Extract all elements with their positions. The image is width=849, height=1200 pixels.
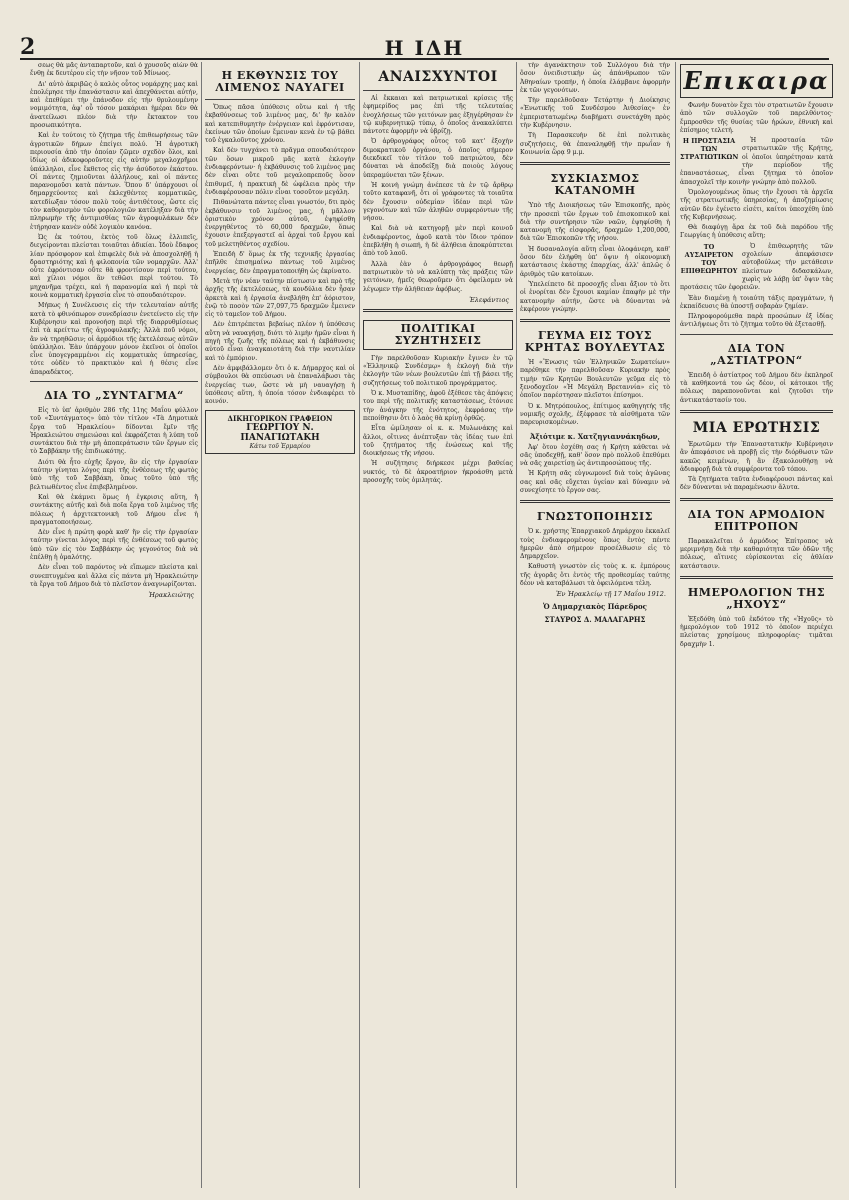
- article-signature: Ἡρακλειώτης: [148, 591, 194, 600]
- article-paragraph: Ἡ δυσαναλογία αὕτη εἶναι ὁλοφάνερη, καθ' ὅσον δὲν ἐλήφθη ὑπ' ὄψιν ἡ οἰκονομικὴ κατάστασις ἑκάστης ἐπαρχίας, ἀλλ' ἁπλῶς ὁ ἀριθμὸς τῶν κατοίκων.: [520, 245, 670, 278]
- calendar-heading: ΗΜΕΡΟΛΟΓΙΟΝ ΤΗΣ „ΗΧΟΥΣ“: [687, 585, 826, 611]
- address-salutation: Ἀξιότιμε κ. Χατζηγιαννάκηδων,: [530, 431, 660, 441]
- article-paragraph: Ἐπειδὴ ὁ ἀστίατρος τοῦ Δήμου δὲν ἐκπληροῖ τὰ καθήκοντά του ὡς δέον, οἱ κάτοικοι τῆς πόλεως παραπονοῦνται καὶ ζητοῦσι τὴν ἀντικατάστασίν του.: [680, 371, 833, 404]
- article-paragraph: Φωνὴν δυνατὸν ἔχει τὸν στρατιωτῶν ἔχουσιν ἀπὸ τῶν συλλογῶν τοῦ παρελθόντος· ἔμπροσθεν τῆς θυσίας τῶν ἡρώων, ἐθνικὴ καὶ ἐπίσημος τελετή.: [680, 102, 833, 134]
- soldiers-heading: Η ΠΡΟΣΤΑΣΙΑ ΤΩΝ ΣΤΡΑΤΙΩΤΙΚΩΝ: [680, 137, 739, 162]
- mayor-name: ΣΤΑΥΡΟΣ Δ. ΜΑΛΑΓΑΡΗΣ: [544, 615, 646, 625]
- divider: [30, 381, 198, 382]
- article-paragraph: Τὰ ζητήματα ταῦτα ἐνδιαφέρουσι πάντας καὶ δὲν δύνανται νὰ παραμένωσιν ἄλυτα.: [680, 476, 833, 492]
- ad-title: ΔΙΚΗΓΟΡΙΚΟΝ ΓΡΑΦΕΙΟΝ: [227, 414, 333, 424]
- column-rule: [359, 62, 360, 1188]
- divider: [520, 162, 670, 165]
- article-paragraph: Γὴν παρελθοῦσαν Κυριακὴν ἔγινεν ἐν τῷ «Ἑλληνικῷ Συνδέσμῳ» ἡ ἐκλογὴ διὰ τὴν ἐκλογὴν τῶν νέων βουλευτῶν ἐπὶ τῇ βάσει τῆς συζητήσεως τοῦ πολιτικοῦ προγράμματος.: [363, 354, 513, 387]
- article-paragraph: Ὑπὸ τῆς Διοικήσεως τῶν Ἐπισκοπῆς, πρὸς τὴν προσεπὶ τῶν ἔργων τοῦ ἐπισκοπικοῦ καὶ διὰ τὴν συντήρησιν τῶν ναῶν, ἐψηφίσθη ἡ κατανομὴ τῆς εἰσφορᾶς, δραχμῶν 1,200,000, διὰ τῶν Ἐπισκοπῶν τῆς νήσου.: [520, 202, 670, 243]
- article-paragraph: Καὶ ἐν τούτοις τὸ ζήτημα τῆς ἐπιθεωρήσεως τῶν ἀγροτικῶν δήμων ἐπείγει πολύ. Ἡ ἀγροτικὴ περιουσία ἀπὸ τὴν ὁποίαν ζῶμεν σχεδὸν ὅλοι, καὶ ἰδίως οἱ ἀδικοφοροῦντες εἰς αὐτὴν μεγαλοχρῆμοι ὑπάλληλοι, εἶνε ἔκθετος εἰς τὴν ἀσύδοτον ἐκάστου. Οἱ πάντες ζημιοῦνται ἀλλήλους, καὶ οἱ πάντες παρανομοῦσι κατὰ πάντων. Ὅπου δ' ὑπάρχουσι οἱ δημαρχεύοντες καὶ ἐκλεχθέντες κομματικῶς, κατεδίωξαν τόσον πολὺ τοὺς ἀντιθέτους, ὥστε εἰς τὸν καθορισμὸν τῶν φορολογιῶν κατέληξαν διὰ τὴν πληρωμὴν τῆς ἀντιμισθίας τῶν ἀγροφυλάκων δὲν ἐτήρησαν κανὲν οὐδὲ λογικὸν κανόνα.: [30, 132, 198, 231]
- article-paragraph: τὴν ἀγανάκτησιν τοῦ Συλλόγου διὰ τὴν ὅσον ὀνειδιστικὴν ὡς ἀπάνθρωπον τῶν Ἀθηναίων τροπήν, ἡ ὁποία ἐλάμβανε ἀφορμὴν ἐκ τῶν γεγονότων.: [520, 62, 670, 94]
- article-paragraph: Αἱ ἔκκαιαι καὶ πατριωτικαὶ κρίσεις τῆς ἐφημερίδος μας ἐπὶ τῆς τελευταίας ἐνοχλήσεως τῶν γειτόνων μας ἐξηγέρθησαν ἐν τῷ κυβερνητικῷ τύπῳ, ὁ ὁποῖος ἀνακαλύπτει πάντοτε ἀφορμὴν νὰ ὑβρίζῃ.: [363, 95, 513, 136]
- article-paragraph: Ὁ κ. χρήστης Ἐπαρχιακοῦ Δημάρχου ἐκκαλεῖ τοὺς ἐνδιαφερομένους ὅπως ἐντὸς πέντε ἡμερῶν ἀπὸ σήμερον προσέλθωσιν εἰς τὸ Δημαρχεῖον.: [520, 528, 670, 561]
- article-paragraph: Καθυστὴ γνωστὸν εἰς τοὺς κ. κ. ἐμπόρους τῆς ἀγορᾶς ὅτι ἐντὸς τῆς προθεσμίας ταύτης δέον νὰ καταβάλωσι τὰ ὀφειλόμενα τέλη.: [520, 563, 670, 588]
- article-paragraph: Ὡς ἐκ τούτου, ἐκτὸς τοῦ ὅλως ἐλλιπεῖς, διεγείρονται πλείσται τοιαῦται ἀδικίαι. Ἰδοὺ ἔδαφος λίαν πρόσφορον καὶ ἐπιφελὲς διὰ νὰ ἀποσχοληθῇ ἡ δραστηριότης καὶ ἡ φιλοπονία τῶν νομαρχῶν. Ἀλλ' οὗτε ἐφρόντισαν οὔτε θὰ φροντίσουν περὶ τούτου, καὶ χίλιοι νόμοι ἂν τεθῶσι περὶ τούτου. Τὸ μηχανῆμα τρέχει, καὶ ἡ παρανομία καὶ ἡ περὶ τὰ κοινὰ κομματικὴ ἐργασία εἶνε τὸ σπουδαιότερον.: [30, 233, 198, 300]
- notice-date: Ἐν Ἡρακλείῳ τῇ 17 Μαΐου 1912.: [555, 590, 666, 599]
- anaischyntoi-heading: ΑΝΑΙΣΧΥΝΤΟΙ: [378, 69, 498, 85]
- article-paragraph: Ὁ κ. Μητρόπουλος, ἐπίτιμος καθηγητής τῆς νομικῆς σχολῆς, ἐξέφρασε τὰ αἰσθήματα τῶν παρευρισκομένων.: [520, 402, 670, 427]
- distribution-heading: ΣΥΣΚΙΑΣΜΟΣ ΚΑΤΑΝΟΜΗ: [550, 172, 640, 198]
- article-paragraph: Εἶτα ὡμίλησαν οἱ κ. κ. Μυλωνάκης καὶ ἄλλοι, οἵτινες ἀνέπτυξαν τὰς ἰδέας των ἐπὶ τοῦ ζητήματος τῆς ἐνώσεως καὶ τῆς διοικήσεως τῆς νήσου.: [363, 425, 513, 458]
- divider: [680, 334, 833, 335]
- article-paragraph: Ἡ συζήτησις διήρκεσε μέχρι βαθείας νυκτός, τὸ δὲ ἀκροατήριον ἠκροάσθη μετὰ προσοχῆς τοὺς ὁμιλητάς.: [363, 460, 513, 484]
- article-paragraph: Δὲν εἶναι τοῦ παρόντος νὰ εἴπωμεν πλείστα καὶ συνεπτυγμένα καὶ ἄλλα εἰς πάντα μὴ Ἡρακλειώτην τὰ ἔργα τοῦ Δήμου διὰ τὸ πλεῖστον ἀναγνωρίζονται.: [30, 564, 198, 588]
- article-paragraph: Τὴ Παρασκευὴν δὲ ἐπὶ πολιτικὰς συζητήσεις, θὰ ἐπαναληφθῇ τὴν πρωΐαν ἡ Κοινωνία ὥρᾳ 9 μ.μ.: [520, 132, 670, 156]
- article-paragraph: Πληροφορούμεθα παρὰ προσώπων ἐξ ἰδίας ἀντιλήψεως ὅτι τὸ ζήτημα τοῦτο θὰ ἐξετασθῇ.: [680, 313, 833, 329]
- notice-heading: ΓΝΩΣΤΟΠΟΙΗΣΙΣ: [537, 510, 653, 524]
- divider: [520, 319, 670, 322]
- divider: [363, 309, 513, 312]
- law-office-advertisement: [205, 410, 355, 454]
- article-paragraph: σεως θὰ μᾶς ἀνταπαρτοῦν, καὶ ὁ χρυσοῦς αἰὼν θὰ ἔνθῃ ἐκ δευτέρου εἰς τὴν νῆσον τοῦ Μίνωος.: [30, 62, 198, 78]
- article-paragraph: Καὶ θὰ ἐκάμνει ὅμως ἡ ἐγκρισις αὕτη, ἢ συντάκτης αὐτῆς καὶ διὰ ποῖα ἔργα τοῦ λιμένος τῆς πόλεως ἡ ἀρχιτεκτονικὴ τοῦ Δήμου εἶνε ἡ πραγματοποιήσεως.: [30, 493, 198, 526]
- article-paragraph: Ὁ ἐπιθεωρητὴς τῶν σχολείων ἀπεφάσισεν αὐτοβούλως τὴν μετάθεσιν πλείστων διδασκάλων, χωρὶς νὰ λάβῃ ὑπ' ὄψιν τὰς προτάσεις τῶν ἐφορειῶν.: [680, 242, 833, 292]
- article-paragraph: Ὁ κ. Μυσταπίδης, ἀφοῦ ἐξέθεσε τὰς ἀπόψεις του περὶ τῆς πολιτικῆς καταστάσεως, ἐτόνισε τὴν ἀνάγκην τῆς ἑνότητος, ἐκφράσας τὴν πεποίθησιν ὅτι ὁ λαὸς θὰ κρίνῃ ὀρθῶς.: [363, 390, 513, 422]
- article-paragraph: Ὁμολογουμένως ὅπως τὴν ἔχουσι τὰ ἀρχεῖα τῆς στρατιωτικῆς ὑπηρεσίας, ἡ ἀποζημίωσις αὐτῶν δὲν ἐγένετο εἰσέτι, καίτοι ὑπεσχέθη ὑπὸ τῆς Κυβερνήσεως.: [680, 188, 833, 221]
- column-3: [363, 62, 513, 1192]
- column-2: [205, 62, 355, 1192]
- article-paragraph: Ὑπελείπετο δὲ προσοχῆς εἶναι ἄξιον τὸ ὅτι οἱ ἐνορίται δὲν ἔχουσι καμίαν ἐπαφὴν μὲ τὴν κατανομὴν αὐτήν, ὥστε νὰ δύνανται νὰ ἐκφέρουν γνώμην.: [520, 280, 670, 313]
- politics-heading: ΠΟΛΙΤΙΚΑΙ ΣΥΖΗΤΗΣΕΙΣ: [363, 320, 513, 350]
- article-signature: Ἐλεφάντιος: [469, 295, 509, 304]
- harbor-article-heading: Η ΕΚΘΥΝΣΙΣ ΤΟΥ ΛΙΜΕΝΟΣ ΝΑΥΑΓΕΙ: [215, 69, 345, 94]
- divider: [363, 90, 513, 91]
- article-paragraph: Ἡ προστασία τῶν στρατιωτικῶν τῆς Κρήτης, οἱ ὁποῖοι ὑπηρέτησαν κατὰ τὴν περίοδον τῆς ἐπαναστάσεως, εἶναι ζήτημα τὸ ὁποῖον ἀπασχολεῖ τὴν κοινὴν γνώμην ἀπὸ πολλοῦ.: [680, 137, 833, 186]
- divider: [680, 498, 833, 501]
- article-paragraph: Ἡ «Ἕνωσις τῶν Ἑλληνικῶν Σωματείων» παρέθηκε τὴν παρελθοῦσαν Κυριακὴν πρὸς τιμὴν τῶν Κρητῶν Βουλευτῶν γεῦμα εἰς τὸ ξενοδοχεῖον «Ἡ Μεγάλη Βρεταννία» εἰς τὸ ὁποῖον παρέστησαν πλεῖστοι ἐπίσημοι.: [520, 359, 670, 400]
- article-paragraph: Δὲν ἐπιτρέπεται βεβαίως πλέον ἡ ὑπόθεσις αὕτη νὰ ναυαγήσῃ, διότι τὸ λιμὴν ἡμῶν εἶναι ἡ πηγὴ τῆς ζωῆς τῆς πόλεως καὶ ἡ ἐκβάθυνσις αὐτοῦ εἶναι ἀναγκαιοτάτη διὰ τὴν ναυτιλίαν καὶ τὸ ἐμπόριον.: [205, 321, 355, 362]
- newspaper-title: Η ΙΔΗ: [384, 36, 465, 60]
- city-doctor-heading: ΔΙΑ ΤΟΝ „ΑΣΤΙΑΤΡΟΝ“: [710, 341, 803, 367]
- question-heading: ΜΙΑ ΕΡΩΤΗΣΙΣ: [692, 419, 821, 436]
- column-4: [520, 62, 670, 1192]
- page-number: 2: [20, 34, 36, 60]
- article-paragraph: Παρακαλεῖται ὁ ἁρμόδιος Ἐπίτροπος νὰ μεριμνήσῃ διὰ τὴν καθαριότητα τῶν ὁδῶν τῆς πόλεως, αἵτινες εὑρίσκονται εἰς ἀθλίαν κατάστασιν.: [680, 537, 833, 570]
- article-paragraph: Ἐρωτῶμεν τὴν Ἐπαναστατικὴν Κυβέρνησιν ἂν ἀπεφάσισε νὰ προβῇ εἰς τὴν διόρθωσιν τῶν κακῶς κειμένων, ἢ ἂν ἐξακολουθήσῃ νὰ ἀδιαφορῇ διὰ τὰ συμφέροντα τοῦ τόπου.: [680, 440, 833, 473]
- article-paragraph: Δι' αὐτὸ ἀκριβῶς ὁ καλὸς οὗτος νομάρχης μας καὶ ἐπολέμησε τὴν ἐπανάστασιν καὶ ἀπεχθάνεται αὐτήν, καὶ ἐπεθύμει τὴν ἐπάνοδον εἰς τὴν θρυλουμένην νομιμότητα, ἀφ' οὗ τόσον μακάριαι ἡμέραι δὲν θὰ ἀνατείλωσι πλέον διὰ τὴν ἔκτακτον του προσωπικότητα.: [30, 80, 198, 130]
- article-paragraph: Ἡ Κρήτη σᾶς εὐγνωμονεῖ διὰ τοὺς ἀγῶνας σας καὶ σᾶς εὔχεται ὑγείαν καὶ δύναμιν νὰ συνεχίσητε τὸ ἔργον σας.: [520, 470, 670, 494]
- ad-address: Κάτω τοῦ Ἑρμαρίου: [249, 443, 311, 451]
- mayor-title: Ὁ Δημαρχιακὸς Πάρεδρος: [543, 602, 647, 612]
- article-paragraph: Θὰ διαφύγῃ ἄρα ἐκ τοῦ διὰ παρόδου τῆς Γεωργίας ἡ ὑπόθεσις αὕτη;: [680, 224, 833, 240]
- article-paragraph: Ἀλλὰ ἐὰν ὁ ἀρθρογράφος θεωρῇ πατριωτικὸν τὸ νὰ καλύπτῃ τὰς πράξεις τῶν γειτόνων, ἡμεῖς θεωροῦμεν ὅτι ὀφείλομεν νὰ λέγωμεν τὴν ἀλήθειαν ἀφόβως.: [363, 260, 513, 293]
- article-paragraph: Ἐὰν διαμένῃ ἡ τοιαύτη τάξις πραγμάτων, ἡ ἐκπαίδευσις θὰ ὑποστῇ σοβαρὰν ζημίαν.: [680, 294, 833, 310]
- column-rule: [675, 62, 676, 1188]
- article-paragraph: Ἀφ' ὅτου ἐσχέθη σας ἡ Κρήτη κάθεται νὰ σᾶς ὑποδεχθῇ, καθ' ὅσον πρὸ πολλοῦ ἐπεθύμει νὰ σᾶς χαιρετίσῃ ὡς ἀντιπροσώπους τῆς.: [520, 443, 670, 468]
- epikaira-masthead: Επικαιρα: [680, 64, 833, 98]
- article-paragraph: Καὶ διὰ νὰ κατηγορῇ μὲν περὶ κοινοῦ ἐνδιαφέροντος, ἀφοῦ κατὰ τὸν ἴδιον τρόπον ἐπεβλήθη ἡ σιωπή, ἡ δὲ ἀλήθεια ἀποκρύπτεται ἀπὸ τοῦ λαοῦ.: [363, 225, 513, 258]
- article-paragraph: Ἐξεδόθη ὑπὸ τοῦ ἐκδότου τῆς «Ἠχοῦς» τὸ ἡμερολόγιον τοῦ 1912 τὸ ὁποῖον περιέχει πλείστας χρησίμους πληροφορίας· τιμᾶται δραχμὴν 1.: [680, 615, 833, 648]
- syntagma-heading: ΔΙΑ ΤΟ „ΣΥΝΤΑΓΜΑ“: [44, 388, 184, 402]
- ad-name: ΓΕΩΡΓΙΟΥ Ν. ΠΑΝΑΓΙΩΤΑΚΗ: [240, 423, 320, 444]
- divider: [680, 576, 833, 579]
- article-paragraph: Ὅπως πᾶσα ὑπόθεσις οὕτω καὶ ἡ τῆς ἐκβαθύνσεως τοῦ λιμένος μας, δι' ἣν καλὸν καὶ κατεπιθυμητὴν ἐνέργειαν καὶ ἐφρόντισαν, ἐκείνων τῶν ὁποίων ἔμειναν κενὰ ἐν τῷ βάθει τοῦ ἐγκαλοῦντος χρόνου.: [205, 104, 355, 145]
- divider: [680, 410, 833, 413]
- masthead: [20, 34, 829, 60]
- inspector-heading: ΤΟ ΑΥΣΑΙΡΕΤΟΝ ΤΟΥ ΕΠΙΘΕΩΡΗΤΟΥ: [680, 242, 738, 275]
- column-1: [30, 62, 198, 1192]
- column-rule: [516, 62, 517, 1188]
- dinner-heading: ΓΕΥΜΑ ΕΙΣ ΤΟΥΣ ΚΡΗΤΑΣ ΒΟΥΛΕΥΤΑΣ: [524, 329, 666, 355]
- article-paragraph: Μήπως ἡ Συνέλευσις εἰς τὴν τελευταίαν αὐτῆς κατὰ τὸ φθινόπωρον συνεδρίασιν ἐνετείνετο εἰς τὴν Κυβέρνησιν καὶ προνοήσῃ περὶ τῆς διαρρυθμίσεως ἐπὶ τὰ κρείττω τῆς ἀγροφυλακῆς; Ἀλλὰ ποῦ νόμοι, ἂν νὰ τηρηθῶσιν; οἱ ἀρμόδιοι τῆς ἐκτελέσεως αὐτῶν ὑπάλληλοι. Ἐὰν ὑπάρχουν μόνον ἐκεῖνοι οἱ ὁποῖοι εἶνε ὑπογεγραμμένοι εἰς κομματικὰς ὑπηρεσίας, τότε οὐδὲν τὸ πρακτικὸν καὶ ἡ θέσις εἶνε ἀπαραδέκτος.: [30, 302, 198, 376]
- article-paragraph: Μετὰ τὴν νέαν ταύτην πίστωσιν καὶ πρὸ τῆς ἀρχῆς τῆς ἐκτελέσεως, τὰ κονδύλια δὲν ἦσαν ἀρκετὰ καὶ ἡ ἐργασία ἀνεβλήθη ἐπ' ἀόριστον, ἐνῷ τὸ ποσὸν τῶν 27,097,75 δραχμῶν ἔμεινεν εἰς τὸ ταμεῖον τοῦ Δήμου.: [205, 277, 355, 319]
- article-paragraph: Δὲν ἀμφιβάλλομεν ὅτι ὁ κ. Δήμαρχος καὶ οἱ σύμβουλοι θὰ σπεύσωσι νὰ ἐπαναλάβωσι τὰς ἐνεργείας των, ὥστε νὰ μὴ ναυαγήσῃ ἡ ὑπόθεσις αὕτη, ἡ ὁποία τόσον ἐνδιαφέρει τὸ κοινόν.: [205, 364, 355, 406]
- article-paragraph: Ἐπειδὴ δ' ὅμως ἐκ τῆς τεχνικῆς ἐργασίας ἐπῆλθε ἐπισημαίνω πάντως τοῦ λιμένος ἐνεργείας, δὲν ἐπραγματοποιήθη ὡς ἐκρίνατο.: [205, 251, 355, 275]
- divider: [205, 99, 355, 100]
- column-5: [680, 62, 833, 1192]
- article-paragraph: Ἡ κοινὴ γνώμη ἀνέπεσε τὰ ἐν τῷ ἄρθρῳ τοῦτο καταφανῆ, ὅτι οἱ γράφοντες τὰ τοιαῦτα δὲν ἔχουσιν οὐδεμίαν ἰδέαν περὶ τῶν γεγονότων καὶ τῶν ἀληθῶν συμφερόντων τῆς νήσου.: [363, 181, 513, 223]
- commissioner-heading: ΔΙΑ ΤΟΝ ΑΡΜΟΔΙΟΝ ΕΠΙΤΡΟΠΟΝ: [687, 507, 826, 533]
- divider: [520, 500, 670, 503]
- article-paragraph: Εἰς τὸ ὑπ' ἀριθμὸν 286 τῆς 11ης Μαΐου φύλλον τοῦ «Συντάγματος» ὑπὸ τὸν τίτλον «Τὰ Δημοτικὰ ἔργα τοῦ Ἡρακλείου» δίδονται ἔμῖν τῆς Ἡρακλειώτου σημειώσαι καὶ ἐκφράζεται ἡ λύπη τοῦ συντάκτου διὰ τὴν μὴ ἀποπεράτωσιν τῶν ἔργων εἰς τὸ Σαββάκην τῆς ἐπιδιωκότης.: [30, 406, 198, 456]
- article-paragraph: Δὲν εἶνε ἡ πρώτη φορὰ καθ' ἣν εἰς τὴν ἐργασίαν ταύτην γίνεται λόγος περὶ τῆς ἐνθέσεως τοῦ φωτὸς ὑπὸ τῶν εἰς τὸν Σαββάκην ὡς γεγονότος διὰ νὰ ἐπέλθῃ ἡ ὁμαλότης.: [30, 529, 198, 562]
- column-rule: [201, 62, 202, 1188]
- article-paragraph: Διότι θὰ ἦτο εὐχῆς ἔργον, ἂν εἰς τὴν ἐργασίαν ταύτην γίνηται λόγος περὶ τῆς ἐνθέσεως τῆς φωτὸς ὑπὸ τῆς τοῦ Σαββάκη, ὅπως τοῦτο ὑπὸ τῆς βελτιωθέντος εἶνε ἐπιβεβλημένον.: [30, 458, 198, 491]
- article-paragraph: Πιθανώτατα πάντες εἶναι γνωστόν, δτι πρὸς ἐκβάθυνσιν τοῦ λιμένος μας, ἡ μᾶλλον ὁριστικὸν χρόνον αὐτοῦ, ἐψηφίσθη ἐνεργηθέντος τὸ 60,000 δραχμῶν, ὅπως ἐχουσιν ἐπεξεργαστεῖ αἱ ἀρχαὶ τοῦ ἔργου καὶ τοῦ μελετηθέντος σχεδίου.: [205, 199, 355, 248]
- article-paragraph: Καὶ δὲν τυγχάνει τὸ πρᾶγμα σπουδαιότερον τῶν ὅσων μικροῦ μᾶς κατὰ ἐκλογὴν ἐνδιαφερόντων· ἡ ἐκβάθυνσις τοῦ λιμένος μας δὲν εἶναι οὔτε τοῦ μεγαλοπρεποῦς ὅσον ἐπιθυμεῖ, ἡ πρακτικὴ δὲ ὠφέλεια πρὸς τὴν ἐνδιαφέρουσαν πόλιν εἶναι τοσοῦτον μεγάλη.: [205, 147, 355, 196]
- article-paragraph: Ὁ ἀρθρογράφος οὗτος τοῦ κατ' ἐξοχὴν διμοκρατικοῦ ὀργάνου, ὁ ὁποῖος σήμερον διεκδικεῖ τὸν τίτλον τοῦ πατριώτου, δὲν δύναται νὰ ἀποδείξῃ διὰ ποιοὺς λόγους ὑπεραμύνεται τῶν ξένων.: [363, 138, 513, 179]
- article-paragraph: Τὴν παρελθοῦσαν Τετάρτην ἡ Διοίκησις «Ἑνωτικῆς τοῦ Συνδέσμου Ἀιθεσίας» ἐν ἐμπεριστατωμένῳ διαβήματι συνετάχθη πρὸς τὴν Κυβέρνησιν.: [520, 97, 670, 130]
